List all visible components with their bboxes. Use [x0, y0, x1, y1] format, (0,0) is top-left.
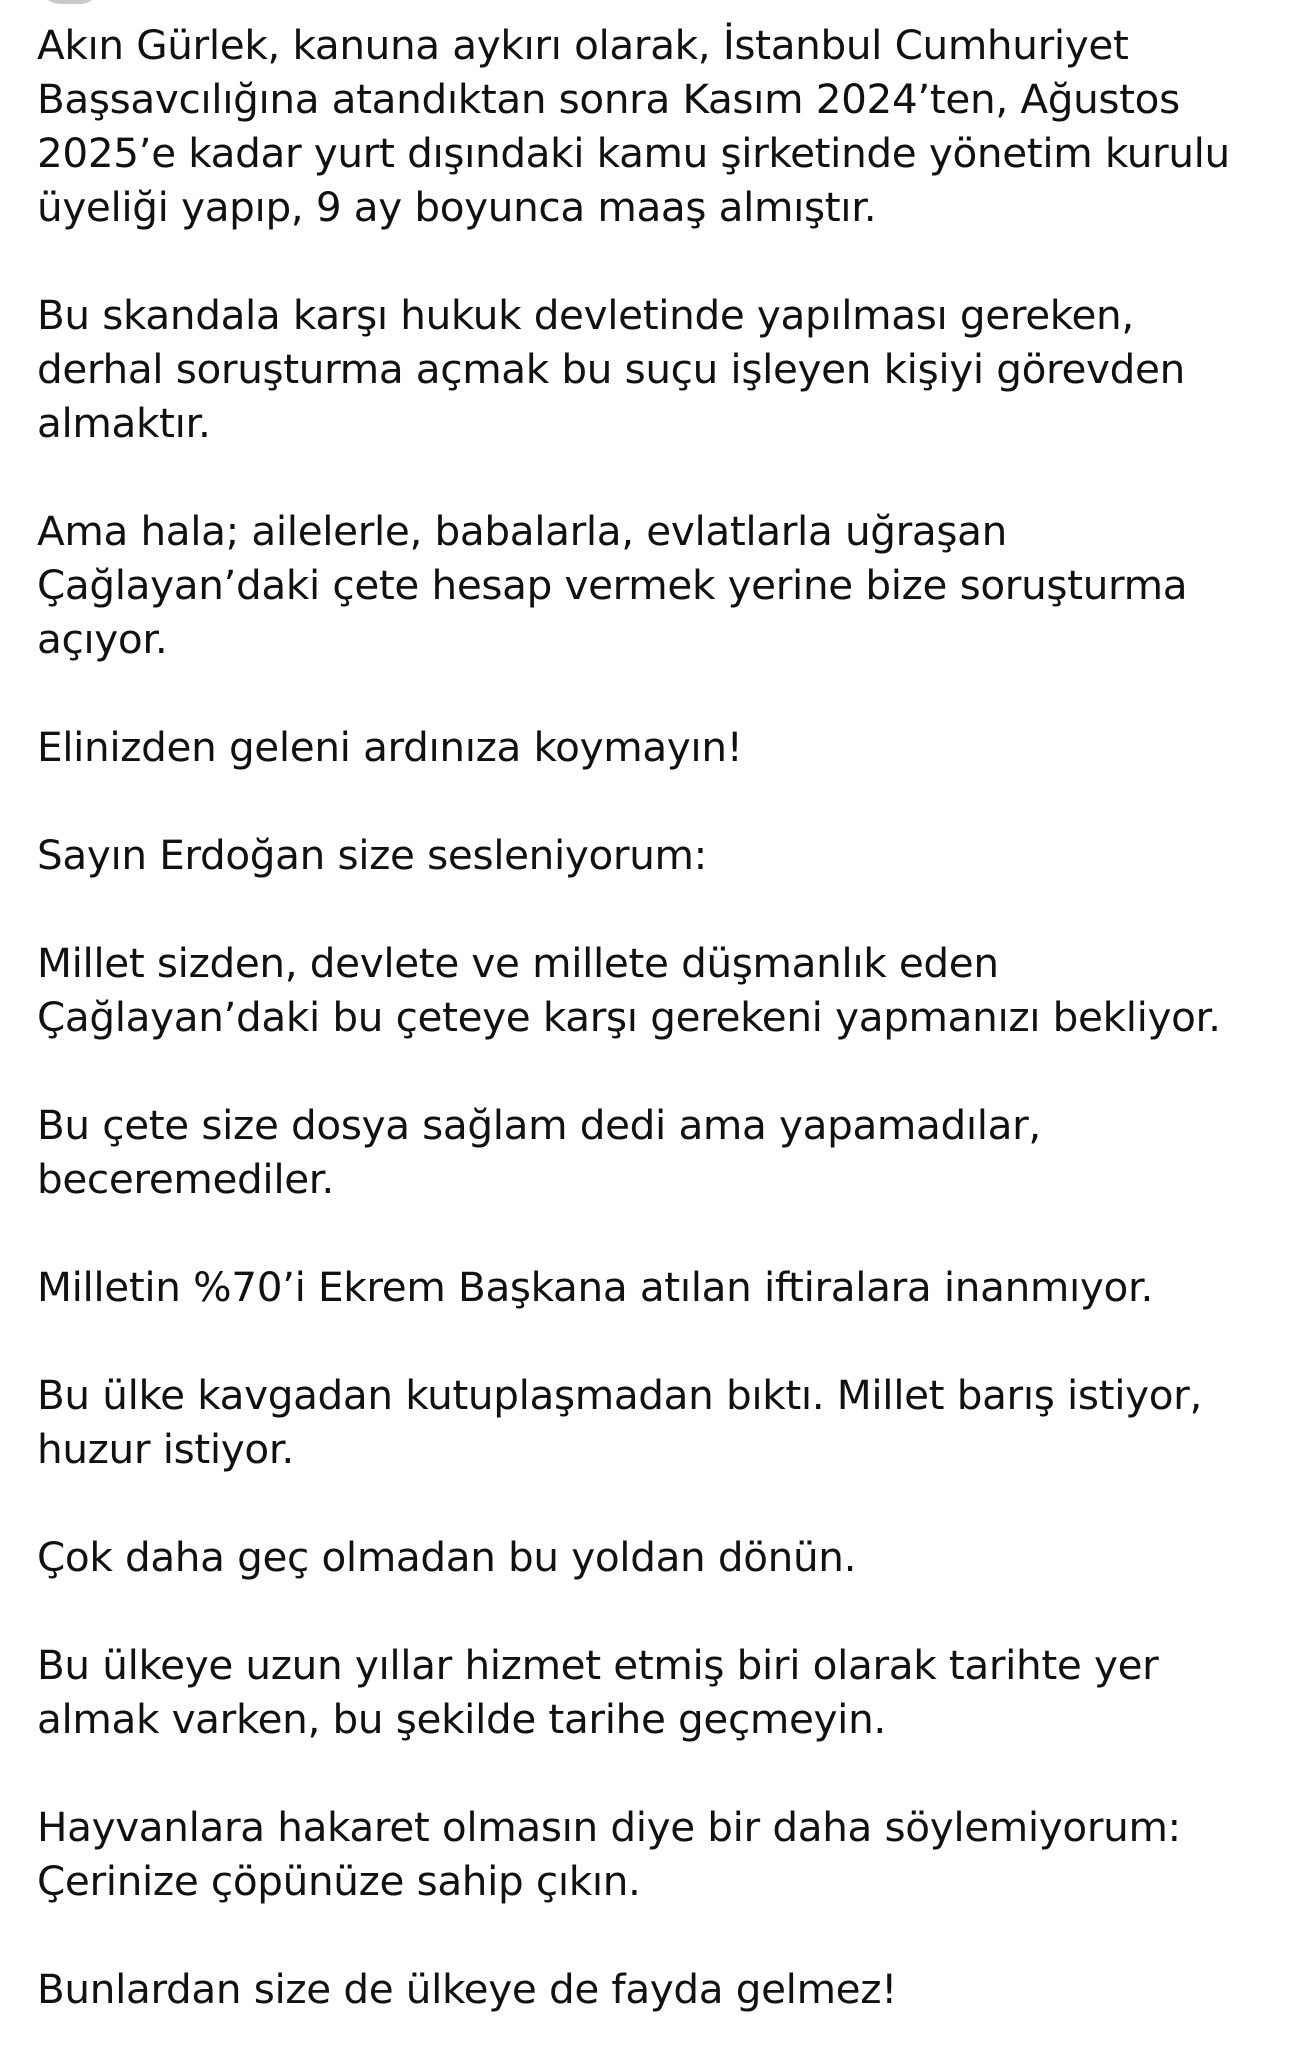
paragraph-6: Millet sizden, devlete ve millete düşmanlık eden Çağlayan’daki bu çeteye karşı gerekeni yapmanızı bekliyor.: [37, 939, 1221, 1041]
paragraph-12: Hayvanlara hakaret olmasın diye bir daha söylemiyorum: Çerinize çöpünüze sahip çıkın.: [37, 1803, 1181, 1905]
post-text: [37, 18, 1262, 2070]
paragraph-7: Bu çete size dosya sağlam dedi ama yapamadılar, beceremediler.: [37, 1101, 1041, 1203]
paragraph-2: Bu skandala karşı hukuk devletinde yapılması gereken, derhal soruşturma açmak bu suçu işleyen kişiyi görevden almaktır.: [37, 291, 1185, 447]
paragraph-3: Ama hala; ailelerle, babalarla, evlatlarla uğraşan Çağlayan’daki çete hesap vermek yerine bize soruşturma açıyor.: [37, 507, 1188, 663]
paragraph-9: Bu ülke kavgadan kutuplaşmadan bıktı. Millet barış istiyor, huzur istiyor.: [37, 1371, 1202, 1473]
paragraph-13: Bunlardan size de ülkeye de fayda gelmez!: [37, 1965, 898, 2013]
paragraph-4: Elinizden geleni ardınıza koymayın!: [37, 723, 743, 771]
paragraph-5: Sayın Erdoğan size sesleniyorum:: [37, 831, 707, 879]
avatar-edge: [40, 0, 100, 4]
paragraph-10: Çok daha geç olmadan bu yoldan dönün.: [37, 1533, 857, 1581]
paragraph-11: Bu ülkeye uzun yıllar hizmet etmiş biri olarak tarihte yer almak varken, bu şekilde tarihe geçmeyin.: [37, 1641, 1159, 1743]
paragraph-8: Milletin %70’i Ekrem Başkana atılan iftiralara inanmıyor.: [37, 1263, 1154, 1311]
paragraph-1: Akın Gürlek, kanuna aykırı olarak, İstanbul Cumhuriyet Başsavcılığına atandıktan sonra Kasım 2024’ten, Ağustos 2025’e kadar yurt dışındaki kamu şirketinde yönetim kurulu üyeliği yapıp, 9 ay boyunca maaş almıştır.: [37, 21, 1230, 231]
